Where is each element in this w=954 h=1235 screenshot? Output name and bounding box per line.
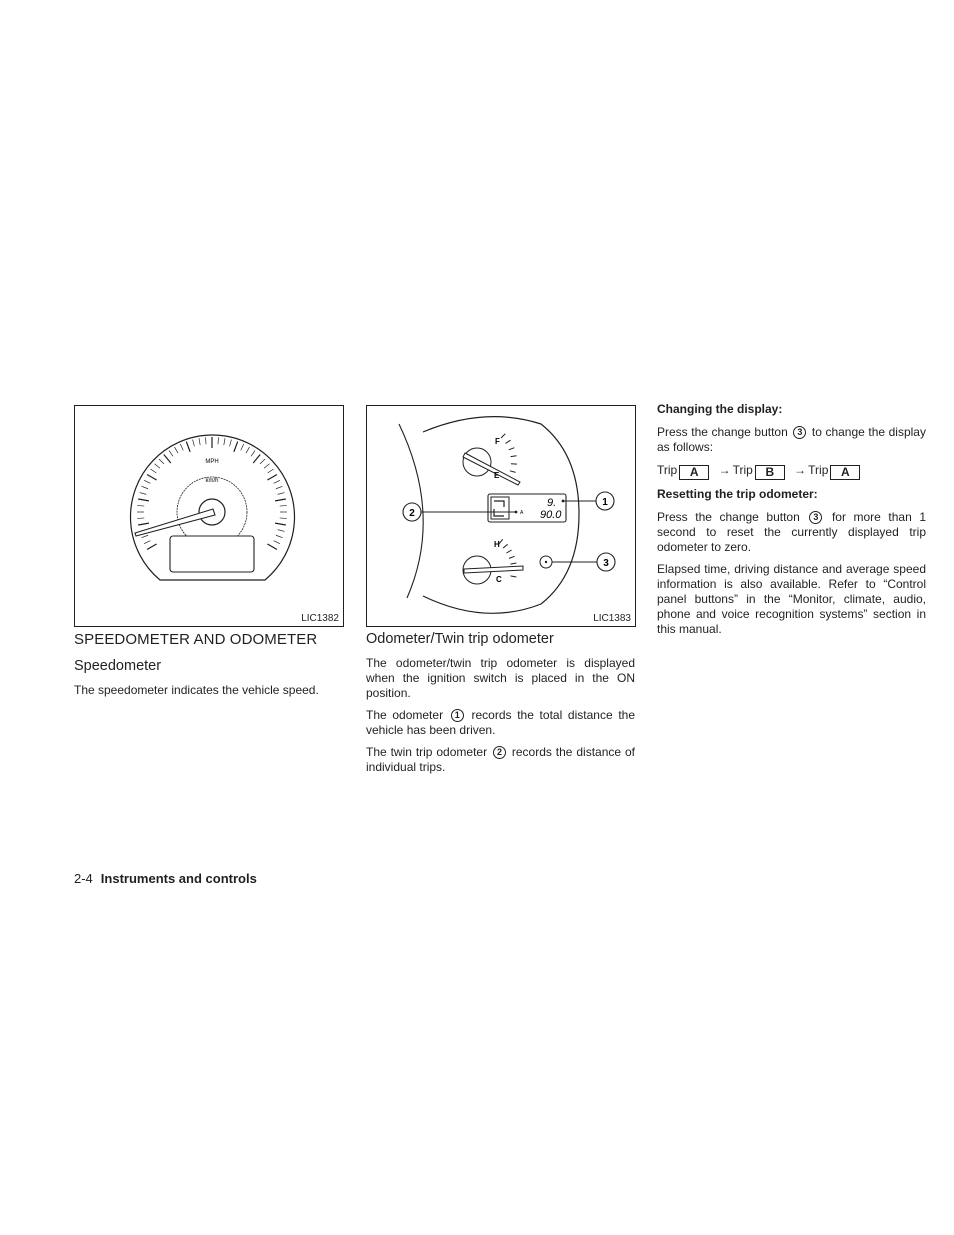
left-column <box>74 631 344 705</box>
odometer-paragraph-2 <box>366 708 635 738</box>
text-fragment: records the total distance the vehicle has been driven. <box>366 708 636 737</box>
gauge-label-mph: MPH <box>205 459 219 465</box>
callout-number: 2 <box>493 746 506 759</box>
callout-2: 2 <box>409 508 415 519</box>
trip-word: Trip <box>657 463 678 477</box>
figure-code: LIC1383 <box>593 613 631 624</box>
heading-resetting: Resetting the trip odometer: <box>657 487 818 501</box>
heading-changing-display: Changing the display: <box>657 402 783 416</box>
temp-hot-label: H <box>494 540 500 549</box>
speedometer-illustration <box>75 406 343 626</box>
callout-1: 1 <box>602 497 608 508</box>
callout-number: 3 <box>809 511 822 524</box>
middle-column <box>366 631 635 782</box>
fuel-full-label: F <box>495 437 500 446</box>
odometer-figure <box>366 405 636 627</box>
speedometer-figure <box>74 405 344 627</box>
odometer-paragraph-3 <box>366 745 635 775</box>
odometer-illustration <box>367 406 635 626</box>
change-paragraph <box>657 425 926 455</box>
temp-cold-label: C <box>496 575 502 584</box>
subheading-odometer: Odometer/Twin trip odometer <box>366 631 554 647</box>
page-footer <box>74 871 257 886</box>
text-fragment: The odometer <box>366 708 444 722</box>
trip-a-box: A <box>830 465 860 480</box>
text-fragment: The twin trip odometer <box>366 745 488 759</box>
callout-3: 3 <box>603 558 609 569</box>
trip-a-box: A <box>679 465 709 480</box>
section-title: Instruments and controls <box>100 871 257 886</box>
gauge-label-kmh: km/h <box>205 478 219 484</box>
subheading-speedometer: Speedometer <box>74 658 162 674</box>
speedometer-paragraph: The speedometer indicates the vehicle speed. <box>74 683 319 697</box>
callout-number: 3 <box>793 426 806 439</box>
arrow-icon: → <box>718 463 731 477</box>
trip-word: Trip <box>808 463 829 477</box>
right-column <box>657 402 926 644</box>
trip-indicator: A <box>520 510 524 516</box>
trip-sequence <box>657 462 926 480</box>
section-heading: SPEEDOMETER AND ODOMETER <box>74 631 318 648</box>
odometer-readout-bottom: 90.0 <box>540 509 562 521</box>
reset-paragraph <box>657 510 926 555</box>
fuel-empty-label: E <box>494 471 500 480</box>
text-fragment: Press the change button <box>657 510 800 524</box>
arrow-icon: → <box>794 463 807 477</box>
text-fragment: Press the change button <box>657 425 788 439</box>
text-fragment: for more than 1 second to reset the currently displayed trip odometer to zero. <box>657 510 927 554</box>
text-fragment: records the distance of individual trips. <box>366 745 635 774</box>
odometer-paragraph-1: The odometer/twin trip odometer is displayed when the ignition switch is placed in the ON position. <box>366 656 635 700</box>
text-fragment: to change the display as follows: <box>657 425 926 454</box>
trip-word: Trip <box>732 463 753 477</box>
figure-code: LIC1382 <box>301 613 339 624</box>
trip-b-box: B <box>755 465 785 480</box>
callout-number: 1 <box>451 709 464 722</box>
elapsed-paragraph: Elapsed time, driving distance and average speed information is also available. Refer to “Control panel buttons” in the “Monitor, climate, audio, phone and voice recognition systems” section in this manual. <box>657 562 926 636</box>
odometer-readout-top: 9. <box>547 497 557 509</box>
page-number: 2-4 <box>74 871 93 886</box>
